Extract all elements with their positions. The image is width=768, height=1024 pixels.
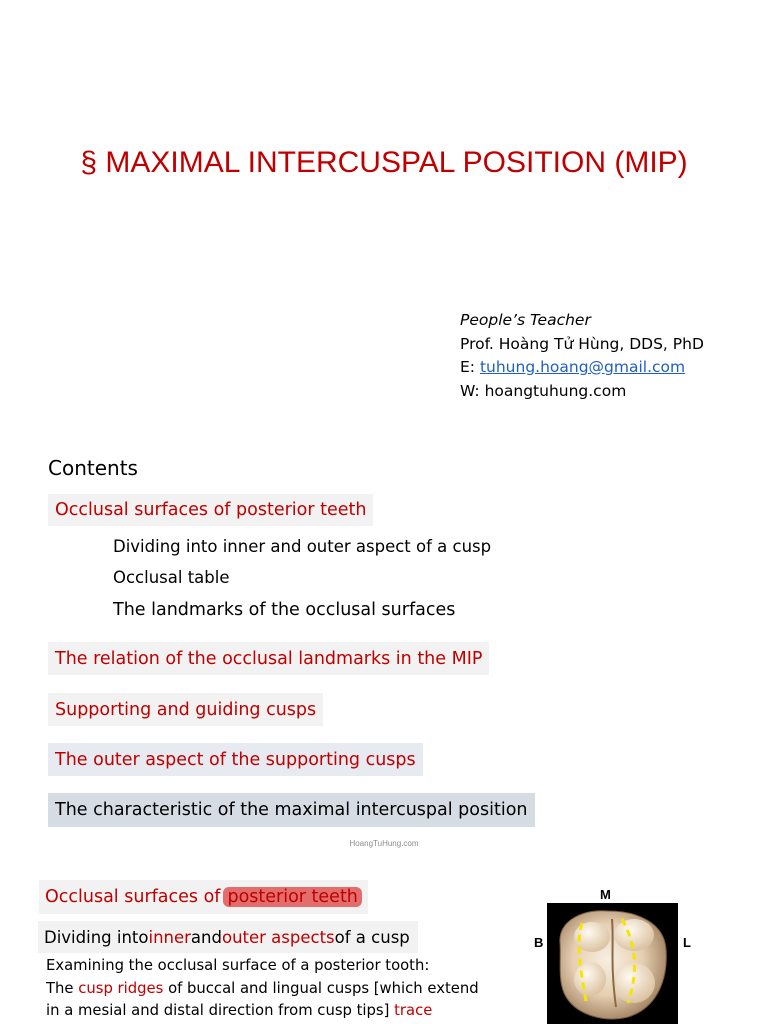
slide2-title-highlight: posterior teeth: [223, 887, 361, 907]
web-text: hoangtuhung.com: [484, 381, 627, 400]
slide2-title: [39, 880, 368, 914]
subtitle-part2: and: [190, 927, 222, 947]
contents-item-relation-landmarks: The relation of the occlusal landmarks in the MIP: [48, 642, 489, 675]
author-role: People’s Teacher: [460, 311, 591, 329]
contents-item-outer-aspect: The outer aspect of the supporting cusps: [48, 743, 423, 776]
slide2-paragraph: [46, 955, 516, 1023]
web-prefix: W:: [460, 381, 485, 400]
subtitle-inner: inner: [148, 927, 191, 947]
figure-label-b: B: [534, 935, 544, 950]
subtitle-part3: of a cusp: [334, 927, 410, 947]
slide-title: § MAXIMAL INTERCUSPAL POSITION (MIP): [80, 146, 688, 179]
paragraph-trace: trace: [394, 1002, 433, 1019]
subtitle-part1: Dividing into: [44, 927, 149, 947]
paragraph-text: in a mesial and distal direction from cusp tips]: [46, 1002, 395, 1019]
slide2-subtitle: [38, 921, 418, 953]
paragraph-text: The: [46, 979, 79, 997]
author-name: Prof. Hoàng Tử Hùng, DDS, PhD: [460, 334, 704, 353]
paragraph-line-2: [46, 978, 516, 1001]
tooth-occlusal-figure: [530, 883, 705, 1024]
slide2-title-prefix: Occlusal surfaces of: [45, 887, 221, 907]
cusp-db: [574, 962, 606, 996]
figure-label-m: M: [600, 887, 611, 902]
contents-item-supporting-guiding: Supporting and guiding cusps: [48, 693, 323, 726]
author-web-line: [460, 380, 704, 404]
author-block: [460, 309, 704, 403]
author-email-line: [460, 356, 704, 380]
paragraph-cusp-ridges: cusp ridges: [78, 979, 164, 997]
subitem-dividing: Dividing into inner and outer aspect of a cusp: [113, 537, 492, 556]
watermark: HoangTuHung.com: [349, 839, 419, 848]
paragraph-line-3: [46, 1000, 516, 1023]
email-prefix: E:: [460, 358, 480, 376]
email-link[interactable]: tuhung.hoang@gmail.com: [479, 358, 686, 376]
paragraph-text: of buccal and lingual cusps [which extend: [163, 979, 479, 997]
contents-item-occlusal-surfaces: Occlusal surfaces of posterior teeth: [48, 494, 373, 526]
subitem-occlusal-table: Occlusal table: [113, 568, 230, 587]
contents-heading: Contents: [48, 456, 138, 480]
cusp-ml: [614, 919, 654, 951]
subitem-landmarks: The landmarks of the occlusal surfaces: [113, 600, 456, 620]
paragraph-line-1: Examining the occlusal surface of a posterior tooth:: [46, 957, 430, 974]
subtitle-outer: outer aspects: [221, 927, 335, 947]
figure-label-l: L: [683, 935, 691, 950]
contents-item-characteristic: The characteristic of the maximal intercuspal position: [48, 793, 535, 827]
